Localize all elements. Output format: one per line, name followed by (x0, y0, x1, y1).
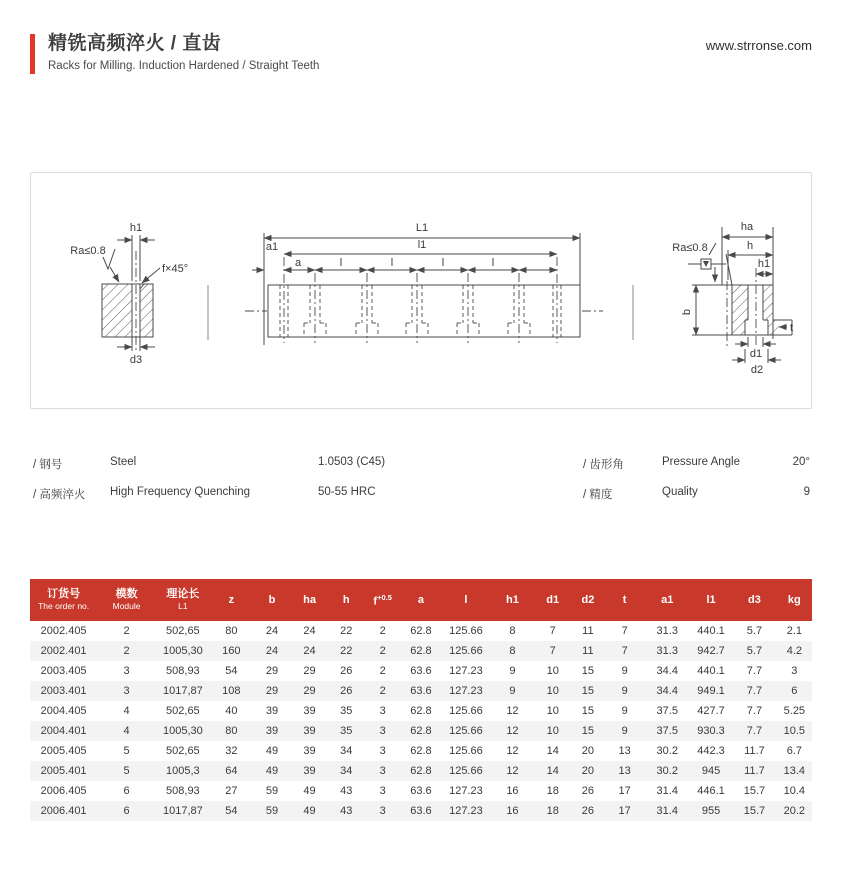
table-cell: 15 (581, 665, 595, 677)
table-cell: 502,65 (166, 705, 200, 717)
table-cell: 127.23 (449, 785, 483, 797)
drawing-top-view (245, 222, 603, 345)
accent-bar (30, 34, 35, 74)
table-cell: 22 (340, 645, 353, 657)
table-cell: 9 (509, 665, 516, 677)
table-cell: 54 (225, 805, 238, 817)
table-cell: 26 (340, 685, 353, 697)
table-cell: 1017,87 (162, 805, 203, 817)
table-cell: 508,93 (166, 785, 200, 797)
table-cell: 26 (581, 785, 595, 797)
table-cell: 13 (618, 745, 631, 757)
table-cell: 125.66 (449, 745, 483, 757)
table-cell: 4 (123, 705, 130, 717)
dim-label-d3: d3 (129, 354, 143, 366)
table-cell: 2 (379, 645, 386, 657)
table-cell: 24 (265, 625, 279, 637)
table-cell: 440.1 (697, 625, 725, 637)
table-cell: 125.66 (449, 705, 483, 717)
surface-finish-label-left: Ra≤0.8 (70, 245, 106, 257)
table-cell: 427.7 (697, 705, 725, 717)
dim-label-h1-left: h1 (129, 222, 143, 234)
table-cell: 10 (546, 705, 559, 717)
table-cell: 7.7 (746, 705, 763, 717)
table-cell: 62.8 (410, 725, 432, 737)
table-cell: 2004.405 (40, 705, 87, 717)
col-b: b (253, 579, 291, 621)
dim-label-h: h (746, 240, 754, 252)
table-cell: 2006.405 (40, 785, 87, 797)
col-l1: l1 (690, 579, 732, 621)
product-table (30, 579, 812, 821)
table-cell: 2 (123, 625, 130, 637)
table-cell: 5.25 (783, 705, 806, 717)
table-cell: 127.23 (449, 805, 483, 817)
table-cell: 11 (582, 645, 594, 657)
table-cell: 2 (379, 685, 386, 697)
table-cell: 14 (546, 745, 559, 757)
table-cell: 12 (506, 765, 519, 777)
table-cell: 17 (618, 785, 631, 797)
table-cell: 16 (506, 805, 519, 817)
table-cell: 20 (581, 745, 595, 757)
table-cell: 20.2 (783, 805, 806, 817)
table-cell: 30.2 (656, 765, 678, 777)
table-cell: 502,65 (166, 745, 200, 757)
table-cell: 440.1 (697, 665, 725, 677)
table-cell: 3 (123, 665, 130, 677)
table-cell: 442.3 (697, 745, 725, 757)
table-cell: 29 (303, 685, 316, 697)
dim-label-l1: l1 (417, 239, 427, 251)
table-cell: 3 (379, 705, 386, 717)
table-cell: 160 (222, 645, 241, 657)
table-cell: 40 (225, 705, 238, 717)
table-cell: 6.7 (786, 745, 802, 757)
table-cell: 63.6 (410, 685, 432, 697)
table-row (30, 681, 812, 701)
col-kg: kg (777, 579, 812, 621)
table-row (30, 621, 812, 641)
table-cell: 32 (225, 745, 238, 757)
table-cell: 59 (265, 785, 279, 797)
table-cell: 31.3 (656, 645, 678, 657)
spec-pressure-angle-zh: / 齿形角 (583, 459, 624, 471)
table-cell: 27 (225, 785, 238, 797)
table-cell: 10.4 (783, 785, 806, 797)
table-cell: 54 (225, 665, 238, 677)
dim-label-a: a (294, 257, 302, 269)
table-cell: 9 (621, 725, 628, 737)
dim-label-l-3: l (441, 257, 445, 269)
table-cell: 15 (581, 725, 595, 737)
table-cell: 15 (581, 705, 595, 717)
table-cell: 29 (303, 665, 316, 677)
col-ha: ha (291, 579, 328, 621)
table-cell: 7.7 (746, 685, 763, 697)
page-title: 精铣高频淬火 / 直齿 (48, 33, 222, 54)
table-cell: 2003.405 (40, 665, 87, 677)
table-cell: 5 (123, 765, 130, 777)
table-cell: 1005,30 (162, 725, 203, 737)
table-cell: 2004.401 (40, 725, 87, 737)
dim-label-h1-right: h1 (757, 258, 771, 270)
table-cell: 942.7 (697, 645, 725, 657)
table-cell: 930.3 (697, 725, 725, 737)
col-t: t (605, 579, 645, 621)
col-f: $f^{+0.5}$ (365, 579, 401, 621)
spec-pressure-angle-en: Pressure Angle (662, 456, 740, 468)
dim-label-l-4: l (491, 257, 495, 269)
table-cell: 945 (701, 765, 721, 777)
table-row (30, 701, 812, 721)
table-cell: 6 (123, 785, 130, 797)
rack-drawing (31, 173, 811, 406)
table-cell: 6 (123, 805, 130, 817)
table-cell: 2.1 (786, 625, 802, 637)
dim-label-b: b (681, 308, 693, 316)
table-cell: 108 (222, 685, 241, 697)
table-cell: 20 (581, 765, 595, 777)
table-cell: 63.6 (410, 805, 432, 817)
table-cell: 446.1 (697, 785, 725, 797)
table-cell: 2005.401 (40, 765, 87, 777)
surface-finish-label-right: Ra≤0.8 (672, 242, 708, 254)
table-cell: 3 (379, 805, 386, 817)
table-cell: 39 (265, 725, 279, 737)
table-cell: 15 (581, 685, 595, 697)
table-cell: 39 (303, 725, 316, 737)
spec-steel-en: Steel (110, 456, 137, 468)
table-cell: 31.3 (656, 625, 678, 637)
table-row (30, 761, 812, 781)
table-cell: 49 (303, 805, 316, 817)
table-cell: 9 (509, 685, 516, 697)
table-cell: 508,93 (166, 665, 200, 677)
table-cell: 62.8 (410, 745, 432, 757)
table-row (30, 741, 812, 761)
dim-label-a1-top: a1 (265, 241, 279, 253)
drawing-side-view (672, 221, 793, 376)
specs-section (30, 450, 812, 514)
table-cell: 30.2 (656, 745, 678, 757)
table-row (30, 661, 812, 681)
table-row (30, 721, 812, 741)
table-cell: 37.5 (656, 705, 678, 717)
website-link[interactable]: www.strronse.com (705, 38, 812, 53)
col-a: a (401, 579, 442, 621)
table-cell: 26 (340, 665, 353, 677)
table-cell: 8 (509, 625, 516, 637)
table-cell: 10 (546, 725, 559, 737)
table-cell: 2 (379, 625, 386, 637)
table-row (30, 801, 812, 821)
table-cell: 10.5 (783, 725, 806, 737)
table-cell: 5.7 (746, 645, 763, 657)
table-cell: 125.66 (449, 625, 483, 637)
table-cell: 2005.405 (40, 745, 87, 757)
table-cell: 43 (340, 785, 353, 797)
spec-pressure-angle-value: 20° (792, 456, 810, 468)
dim-label-ha: ha (740, 221, 754, 233)
table-cell: 31.4 (656, 805, 678, 817)
table-cell: 5 (123, 745, 130, 757)
table-cell: 127.23 (449, 665, 483, 677)
table-cell: 43 (340, 805, 353, 817)
table-cell: 13.4 (783, 765, 806, 777)
table-cell: 3 (379, 725, 386, 737)
table-cell: 13 (618, 765, 631, 777)
table-cell: 2006.401 (40, 805, 87, 817)
table-cell: 3 (379, 745, 386, 757)
table-cell: 3 (123, 685, 130, 697)
col-z: z (210, 579, 253, 621)
table-cell: 9 (621, 705, 628, 717)
table-cell: 8 (509, 645, 516, 657)
spec-steel-zh: / 钢号 (33, 459, 63, 471)
table-cell: 10 (546, 665, 559, 677)
table-cell: 3 (791, 665, 798, 677)
drawing-left-view (70, 222, 188, 366)
table-cell: 34.4 (656, 685, 678, 697)
product-table-section (30, 579, 812, 821)
table-cell: 49 (265, 745, 279, 757)
table-cell: 16 (506, 785, 519, 797)
table-cell: 11.7 (744, 745, 765, 757)
table-cell: 502,65 (166, 625, 200, 637)
table-cell: 31.4 (656, 785, 678, 797)
table-cell: 24 (303, 645, 316, 657)
spec-steel-value: 1.0503 (C45) (318, 456, 386, 468)
table-cell: 6 (791, 685, 798, 697)
col-d2: d2 (571, 579, 605, 621)
dim-label-t: t (790, 322, 794, 334)
table-cell: 10 (546, 685, 559, 697)
table-cell: 62.8 (410, 645, 432, 657)
table-cell: 7 (549, 645, 556, 657)
table-cell: 1005,3 (166, 765, 200, 777)
col-order-no: 订货号 The order no. (30, 579, 97, 621)
col-d1: d1 (534, 579, 571, 621)
table-cell: 4 (123, 725, 130, 737)
table-cell: 34 (340, 745, 353, 757)
table-cell: 2 (123, 645, 130, 657)
col-d3: d3 (732, 579, 777, 621)
table-cell: 125.66 (449, 765, 483, 777)
col-h1: h1 (491, 579, 535, 621)
table-cell: 34 (340, 765, 353, 777)
technical-drawing-panel (30, 172, 812, 409)
table-cell: 7 (549, 625, 556, 637)
table-cell: 125.66 (449, 725, 483, 737)
table-cell: 35 (340, 725, 353, 737)
table-cell: 955 (701, 805, 721, 817)
col-module: 模数 Module (97, 579, 156, 621)
spec-quench-zh: / 高频淬火 (33, 489, 86, 501)
table-cell: 12 (506, 725, 519, 737)
table-cell: 35 (340, 705, 353, 717)
table-cell: 24 (303, 625, 316, 637)
table-cell: 18 (546, 785, 559, 797)
table-cell: 37.5 (656, 725, 678, 737)
table-cell: 63.6 (410, 785, 432, 797)
table-row (30, 641, 812, 661)
table-cell: 15.7 (743, 805, 766, 817)
spec-quality-en: Quality (662, 486, 698, 498)
spec-quality-zh: / 精度 (583, 489, 613, 501)
spec-quality-value: 9 (803, 486, 810, 498)
table-cell: 17 (618, 805, 631, 817)
table-cell: 15.7 (743, 785, 766, 797)
dim-label-d1: d1 (749, 348, 763, 360)
table-header (30, 579, 812, 621)
table-cell: 9 (621, 685, 628, 697)
table-cell: 12 (506, 705, 519, 717)
table-cell: 127.23 (449, 685, 483, 697)
table-cell: 14 (546, 765, 559, 777)
page-header (30, 32, 812, 78)
table-cell: 49 (265, 765, 279, 777)
table-cell: 7.7 (746, 665, 763, 677)
table-cell: 9 (621, 665, 628, 677)
table-cell: 125.66 (449, 645, 483, 657)
table-cell: 39 (303, 765, 316, 777)
table-cell: 34.4 (656, 665, 678, 677)
table-cell: 3 (379, 785, 386, 797)
table-cell: 4.2 (786, 645, 802, 657)
table-cell: 3 (379, 765, 386, 777)
table-cell: 29 (265, 665, 279, 677)
table-cell: 7.7 (746, 725, 763, 737)
col-l: l (441, 579, 490, 621)
table-cell: 80 (225, 725, 238, 737)
table-cell: 63.6 (410, 665, 432, 677)
table-cell: 1005,30 (162, 645, 203, 657)
table-cell: 39 (303, 745, 316, 757)
table-cell: 2002.401 (40, 645, 87, 657)
dim-label-L1: L1 (415, 222, 429, 234)
table-cell: 39 (265, 705, 279, 717)
table-cell: 80 (225, 625, 238, 637)
table-cell: 2003.401 (40, 685, 87, 697)
table-cell: 62.8 (410, 765, 432, 777)
table-cell: 49 (303, 785, 316, 797)
dim-label-l-1: l (339, 257, 343, 269)
table-cell: 11.7 (744, 765, 765, 777)
table-cell: 62.8 (410, 625, 432, 637)
table-cell: 1017,87 (162, 685, 203, 697)
table-row (30, 781, 812, 801)
table-body (30, 621, 812, 821)
table-cell: 39 (303, 705, 316, 717)
table-cell: 24 (265, 645, 279, 657)
table-cell: 59 (265, 805, 279, 817)
table-cell: 12 (506, 745, 519, 757)
col-a1: a1 (645, 579, 690, 621)
page-subtitle: Racks for Milling. Induction Hardened / Straight Teeth (48, 60, 320, 72)
table-cell: 26 (581, 805, 595, 817)
table-cell: 7 (621, 645, 628, 657)
table-cell: 62.8 (410, 705, 432, 717)
table-cell: 7 (621, 625, 628, 637)
table-cell: 949.1 (697, 685, 725, 697)
table-cell: 64 (225, 765, 238, 777)
dim-label-d2: d2 (750, 364, 764, 376)
spec-quench-en: High Frequency Quenching (110, 486, 250, 498)
col-length-L1: 理论长 L1 (156, 579, 210, 621)
table-cell: 29 (265, 685, 279, 697)
table-cell: 2 (379, 665, 386, 677)
dim-label-chamfer: f×45° (162, 263, 189, 275)
table-cell: 22 (340, 625, 353, 637)
table-cell: 18 (546, 805, 559, 817)
table-cell: 2002.405 (40, 625, 87, 637)
spec-quench-value: 50-55 HRC (318, 486, 376, 498)
table-cell: 5.7 (746, 625, 763, 637)
dim-label-l-2: l (390, 257, 394, 269)
table-cell: 11 (582, 625, 594, 637)
col-h: h (328, 579, 365, 621)
